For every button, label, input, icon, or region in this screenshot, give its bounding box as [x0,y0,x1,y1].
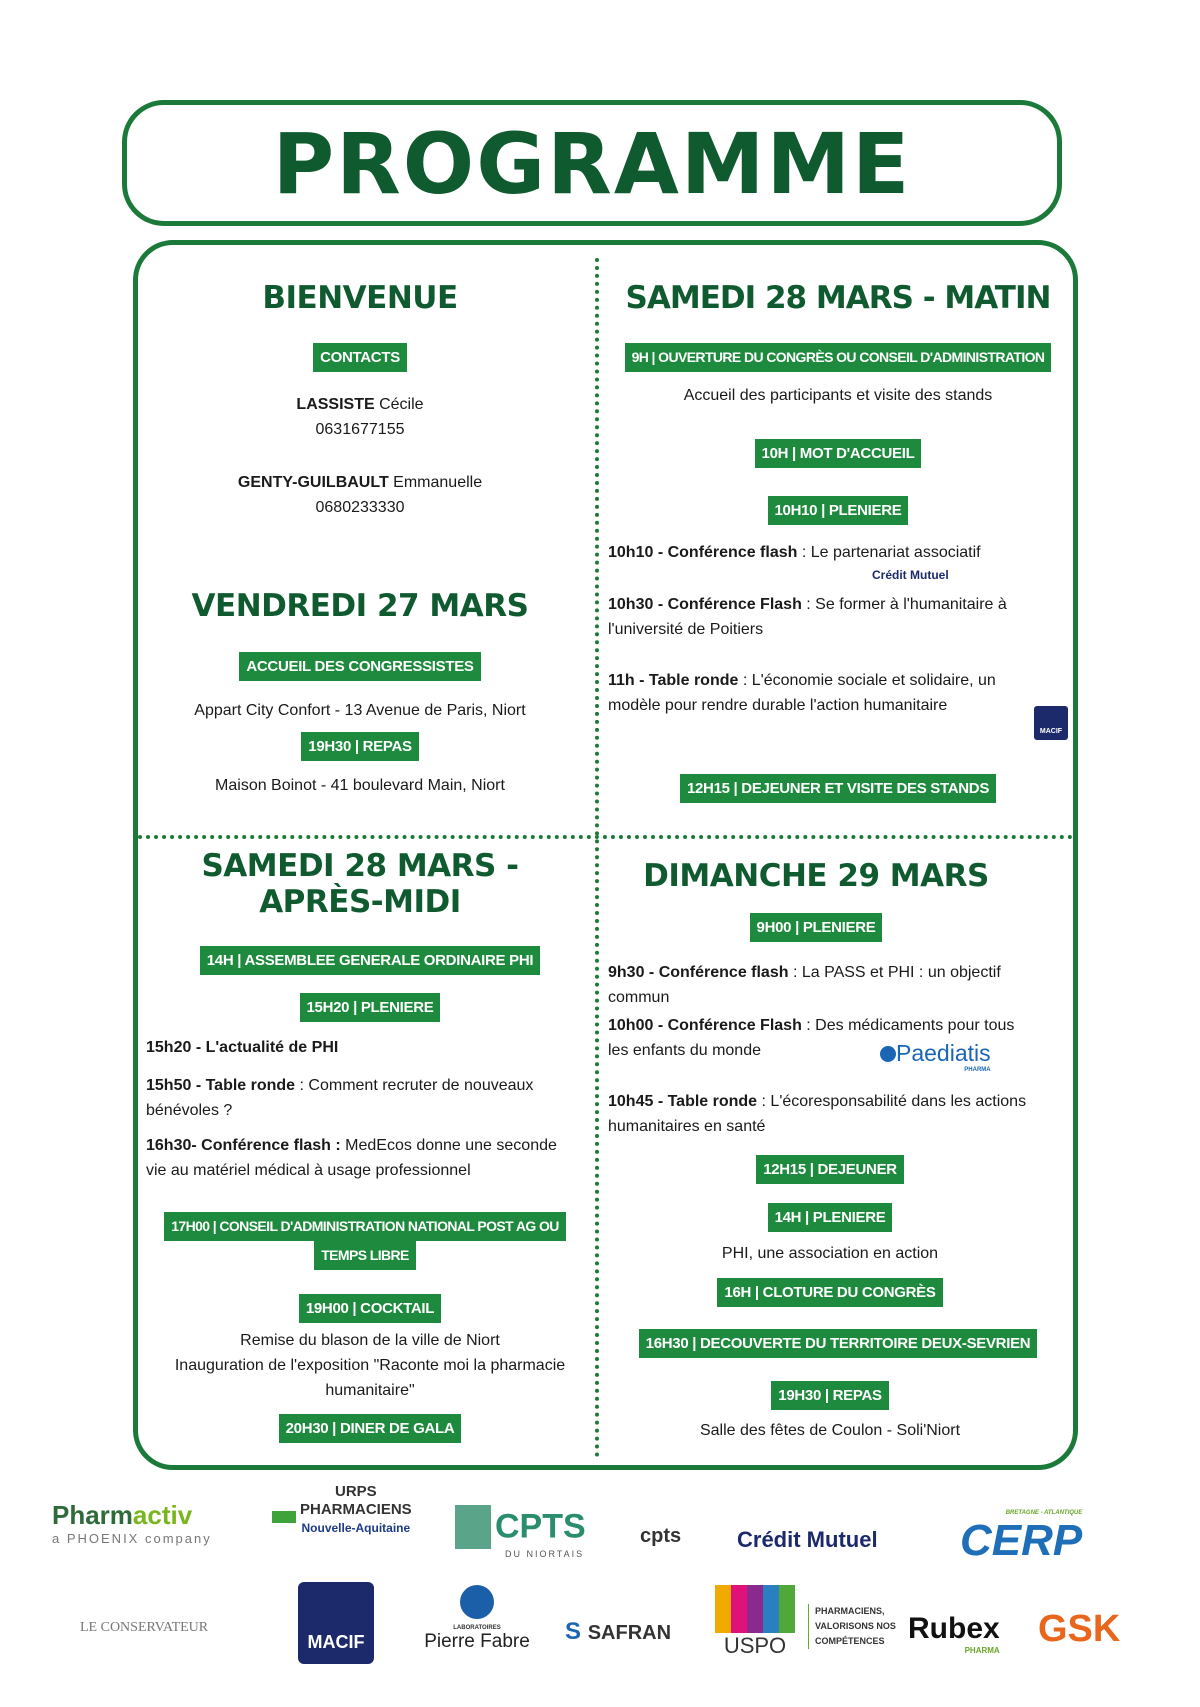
contact-1: LASSISTE Cécile 0631677155 [296,396,424,438]
cpts-niortais-logo: CPTS DU NIORTAIS [455,1505,586,1559]
macif-logo: MACIF [1034,706,1068,740]
paediatis-logo: Paediatis PHARMA [880,1040,991,1073]
safran-logo: S SAFRAN [565,1618,672,1645]
ag-badge: 14H | ASSEMBLEE GENERALE ORDINAIRE PHI [200,946,540,975]
pierre-fabre-logo: LABORATOIRES Pierre Fabre [402,1585,552,1653]
program-item: 16h30- Conférence flash : MedEcos donne une seconde vie au matériel médical à usage professionnel [146,1137,557,1179]
credit-mutuel-logo: Crédit Mutuel [872,568,949,582]
program-item: 10h10 - Conférence flash : Le partenariat associatif [608,544,981,561]
pleniere-badge: 14H | PLENIERE [768,1203,893,1232]
pleniere-badge: 10H10 | PLENIERE [768,496,909,525]
cocktail-text: Remise du blason de la ville de Niort Inauguration de l'exposition "Raconte moi la pharmacie humanitaire" [174,1332,566,1399]
decouverte-badge: 16H30 | DECOUVERTE DU TERRITOIRE DEUX-SEVRIEN [639,1329,1038,1358]
program-item: 9h30 - Conférence flash : La PASS et PHI : un objectif commun [608,964,1001,1006]
rubex-logo: Rubex PHARMA [908,1612,1000,1655]
gala-badge: 20H30 | DINER DE GALA [279,1414,462,1443]
credit-mutuel-logo: Crédit Mutuel [737,1527,878,1552]
macif-logo: MACIF [298,1582,374,1664]
program-item: 15h20 - L'actualité de PHI [146,1039,339,1056]
vendredi-heading: VENDREDI 27 MARS [191,588,529,624]
horizontal-divider [138,835,1073,839]
program-item: 10h45 - Table ronde : L'écoresponsabilité dans les actions humanitaires en santé [608,1093,1027,1135]
pleniere-badge: 9H00 | PLENIERE [750,913,883,942]
repas-location: Salle des fêtes de Coulon - Soli'Niort [699,1422,961,1439]
association-text: PHI, une association en action [721,1245,939,1262]
repas-address: Maison Boinot - 41 boulevard Main, Niort [215,777,505,794]
bienvenue-heading: BIENVENUE [262,280,458,316]
accueil-address: Appart City Confort - 13 Avenue de Paris, Niort [194,702,526,719]
pharmactiv-logo: Pharmactiv a PHOENIX company [52,1500,212,1546]
repas-badge: 19H30 | REPAS [301,732,418,761]
samedi-apm-heading: SAMEDI 28 MARS - APRÈS-MIDI [201,848,519,920]
contacts-badge: CONTACTS [313,343,407,372]
program-item: 11h - Table ronde : L'économie sociale et solidaire, un modèle pour rendre durable l'action humanitaire [608,672,996,714]
page-title: PROGRAMME [272,115,912,213]
conservateur-logo: LE CONSERVATEUR [80,1620,209,1635]
pleniere-badge: 15H20 | PLENIERE [300,993,441,1022]
cloture-badge: 16H | CLOTURE DU CONGRÈS [717,1278,942,1307]
accueil-text: Accueil des participants et visite des stands [683,387,993,404]
cocktail-badge: 19H00 | COCKTAIL [299,1294,441,1323]
repas-badge: 19H30 | REPAS [771,1381,888,1410]
dejeuner-badge: 12H15 | DEJEUNER ET VISITE DES STANDS [680,774,996,803]
cerp-logo: BRETAGNE - ATLANTIQUE CERP [960,1510,1083,1565]
program-item: 10h30 - Conférence Flash : Se former à l'humanitaire à l'université de Poitiers [608,596,1007,638]
uspo-tagline: PHARMACIENS, VALORISONS NOS COMPÉTENCES [808,1604,905,1649]
conseil-badge: 17H00 | CONSEIL D'ADMINISTRATION NATIONAL POST AG OU TEMPS LIBRE [140,1212,590,1270]
dejeuner-badge: 12H15 | DEJEUNER [756,1155,904,1184]
contact-2: GENTY-GUILBAULT Emmanuelle 0680233330 [237,474,483,516]
uspo-logo: USPO [715,1585,795,1659]
gsk-logo: GSK [1038,1608,1121,1650]
mot-accueil-badge: 10H | MOT D'ACCUEIL [755,439,922,468]
accueil-badge: ACCUEIL DES CONGRESSISTES [239,652,480,681]
urps-logo: URPS PHARMACIENS Nouvelle-Aquitaine [300,1483,412,1537]
program-item: 15h50 - Table ronde : Comment recruter de nouveaux bénévoles ? [146,1077,534,1119]
cpts-logo: cpts [640,1525,682,1547]
samedi-matin-heading: SAMEDI 28 MARS - MATIN [625,280,1051,316]
ouverture-badge: 9H | OUVERTURE DU CONGRÈS OU CONSEIL D'ADMINISTRATION [625,343,1052,372]
dimanche-heading: DIMANCHE 29 MARS [643,858,989,894]
program-item: 10h00 - Conférence Flash : Des médicaments pour tous les enfants du monde [608,1017,1015,1059]
title-frame [122,100,1062,226]
